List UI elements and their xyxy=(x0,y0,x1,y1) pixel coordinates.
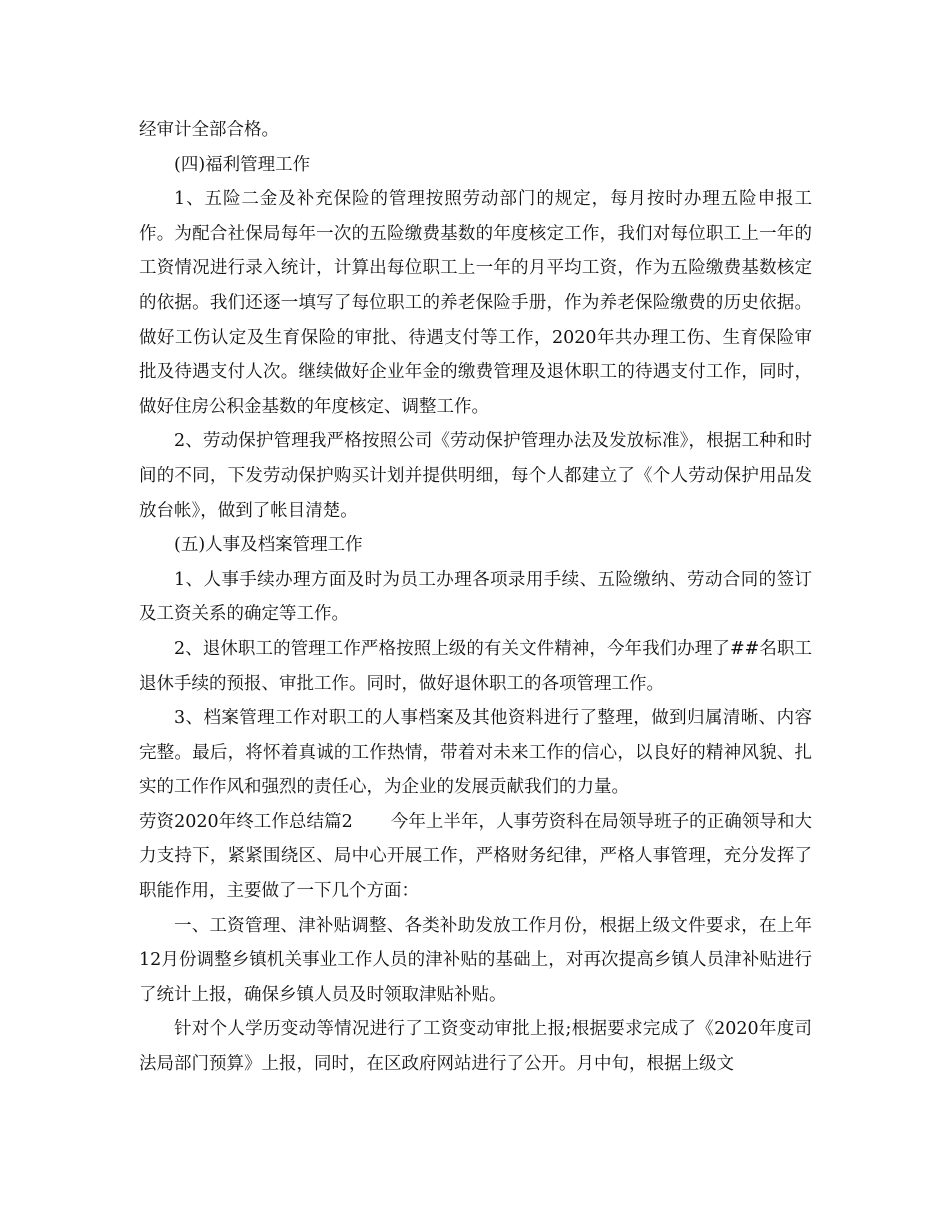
section-heading-personnel: (五)人事及档案管理工作 xyxy=(174,535,363,556)
paragraph-wage-changes: 针对个人学历变动等情况进行了工资变动审批上报;根据要求完成了《2020年度司法局部门预算》上报，同时，在区政府网站进行了公开。月中旬，根据上级文 xyxy=(139,1019,812,1075)
article-intro: 今年上半年，人事劳资科在局领导班子的正确领导和大力支持下，紧紧围绕区、局中心开展工作，严格财务纪律，严格人事管理，充分发挥了职能作用，主要做了一下几个方面： xyxy=(139,811,813,902)
paragraph-continuation: 经审计全部合格。 xyxy=(139,120,279,140)
article-title: 劳资2020年终工作总结篇2 xyxy=(139,811,353,832)
document-body xyxy=(139,113,812,1082)
section-article-2 xyxy=(139,805,812,909)
section-heading-welfare: (四)福利管理工作 xyxy=(174,154,311,175)
paragraph-archives: 3、档案管理工作对职工的人事档案及其他资料进行了整理，做到归属清晰、内容完整。最后，将怀着真诚的工作热情，带着对未来工作的信心，以良好的精神风貌、扎实的工作作风和强烈的责任心，为企业的发展贡献我们的力量。 xyxy=(139,708,812,798)
paragraph-labor-protection: 2、劳动保护管理我严格按照公司《劳动保护管理办法及发放标准》，根据工种和时间的不同，下发劳动保护购买计划并提供明细，每个人都建立了《个人劳动保护用品发放台帐》，做到了帐目清楚。 xyxy=(139,431,812,521)
paragraph-personnel-procedures: 1、人事手续办理方面及时为员工办理各项录用手续、五险缴纳、劳动合同的签订及工资关系的确定等工作。 xyxy=(139,569,812,625)
paragraph-retirees: 2、退休职工的管理工作严格按照上级的有关文件精神，今年我们办理了##名职工退休手续的预报、审批工作。同时，做好退休职工的各项管理工作。 xyxy=(139,638,812,694)
paragraph-wages: 一、工资管理、津补贴调整、各类补助发放工作月份，根据上级文件要求，在上年12月份调整乡镇机关事业工作人员的津补贴的基础上，对再次提高乡镇人员津补贴进行了统计上报，确保乡镇人员及时领取津贴补贴。 xyxy=(139,915,812,1005)
paragraph-insurance: 1、五险二金及补充保险的管理按照劳动部门的规定，每月按时办理五险申报工作。为配合社保局每年一次的五险缴费基数的年度核定工作，我们对每位职工上一年的工资情况进行录入统计，计算出每位职工上一年的月平均工资，作为五险缴费基数核定的依据。我们还逐一填写了每位职工的养老保险手册，作为养老保险缴费的历史依据。做好工伤认定及生育保险的审批、待遇支付等工作，2020年共办理工伤、生育保险审批及待遇支付人次。继续做好企业年金的缴费管理及退休职工的待遇支付工作，同时，做好住房公积金基数的年度核定、调整工作。 xyxy=(139,189,812,417)
